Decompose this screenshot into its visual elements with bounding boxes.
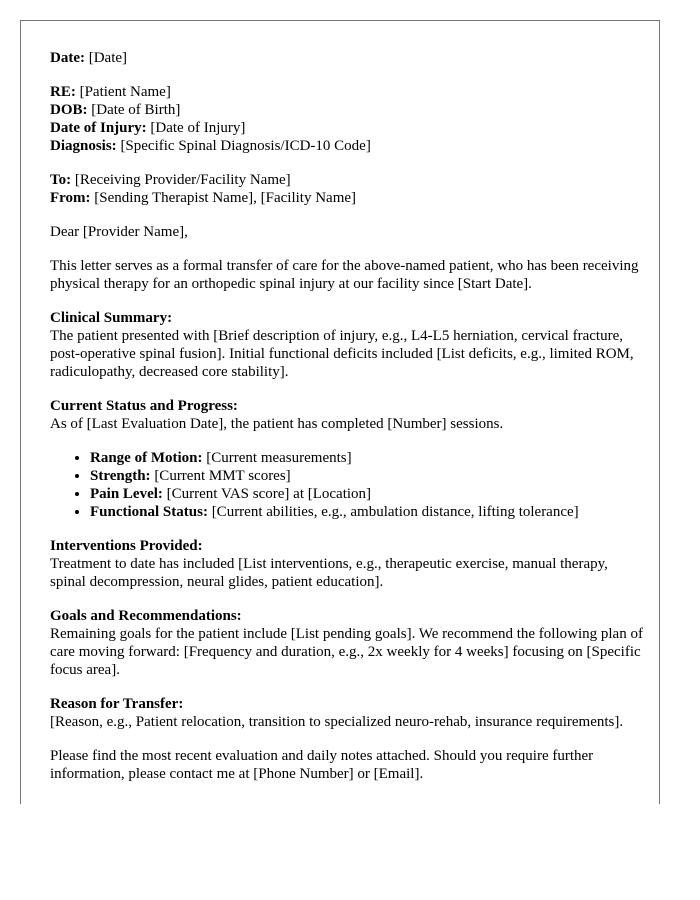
re-value: [Patient Name] [79,84,171,100]
interventions-title: Interventions Provided: [50,538,203,554]
intro-paragraph: This letter serves as a formal transfer of care for the above-named patient, who has been receiving physical therapy for an orthopedic spinal injury at our facility since [Start Date]. [50,258,639,292]
date-block [50,49,645,67]
interventions-section [50,537,645,591]
status-item-label: Strength: [90,468,151,484]
list-item [90,503,645,521]
status-item-value: [Current MMT scores] [154,468,291,484]
current-status-body: As of [Last Evaluation Date], the patient has completed [Number] sessions. [50,416,504,432]
closing-paragraph: Please find the most recent evaluation and daily notes attached. Should you require further information, please contact me at [Phone Number] or [Email]. [50,748,594,782]
list-item [90,467,645,485]
from-line [50,189,645,207]
status-item-label: Range of Motion: [90,450,203,466]
letter-page [20,20,660,804]
re-line [50,83,645,101]
clinical-summary-body: The patient presented with [Brief description of injury, e.g., L4-L5 herniation, cervical fracture, post-operative spinal fusion]. Initial functional deficits included [List deficits, e.g., limited ROM, radiculopathy, decreased core stability]. [50,328,634,380]
date-value: [Date] [88,50,128,66]
diagnosis-value: [Specific Spinal Diagnosis/ICD-10 Code] [120,138,371,154]
transfer-reason-body: [Reason, e.g., Patient relocation, transition to specialized neuro-rehab, insurance requirements]. [50,714,624,730]
goals-title: Goals and Recommendations: [50,608,242,624]
dob-line [50,101,645,119]
clinical-summary-title: Clinical Summary: [50,310,173,326]
from-label: From: [50,190,91,206]
diagnosis-line [50,137,645,155]
goals-section [50,607,645,679]
letter-content [50,49,645,783]
transfer-reason-section [50,695,645,731]
doi-line [50,119,645,137]
list-item [90,485,645,503]
clinical-summary-section [50,309,645,381]
status-item-value: [Current VAS score] at [Location] [166,486,372,502]
to-line [50,171,645,189]
date-label: Date: [50,50,85,66]
salutation: Dear [Provider Name], [50,224,188,240]
transfer-reason-title: Reason for Transfer: [50,696,184,712]
re-label: RE: [50,84,76,100]
to-value: [Receiving Provider/Facility Name] [74,172,291,188]
status-item-value: [Current abilities, e.g., ambulation distance, lifting tolerance] [211,504,579,520]
to-label: To: [50,172,72,188]
doi-label: Date of Injury: [50,120,147,136]
status-item-value: [Current measurements] [206,450,352,466]
current-status-section [50,397,645,521]
status-list [50,449,645,521]
dob-value: [Date of Birth] [91,102,181,118]
interventions-body: Treatment to date has included [List interventions, e.g., therapeutic exercise, manual therapy, spinal decompression, neural glides, patient education]. [50,556,608,590]
from-value: [Sending Therapist Name], [Facility Name] [94,190,357,206]
patient-info-block [50,83,645,155]
to-from-block [50,171,645,207]
list-item [90,449,645,467]
dob-label: DOB: [50,102,88,118]
current-status-title: Current Status and Progress: [50,398,238,414]
status-item-label: Pain Level: [90,486,163,502]
status-item-label: Functional Status: [90,504,208,520]
diagnosis-label: Diagnosis: [50,138,117,154]
goals-body: Remaining goals for the patient include [List pending goals]. We recommend the following plan of care moving forward: [Frequency and duration, e.g., 2x weekly for 4 weeks] focusing on [Specific focus area]. [50,626,643,678]
doi-value: [Date of Injury] [150,120,246,136]
